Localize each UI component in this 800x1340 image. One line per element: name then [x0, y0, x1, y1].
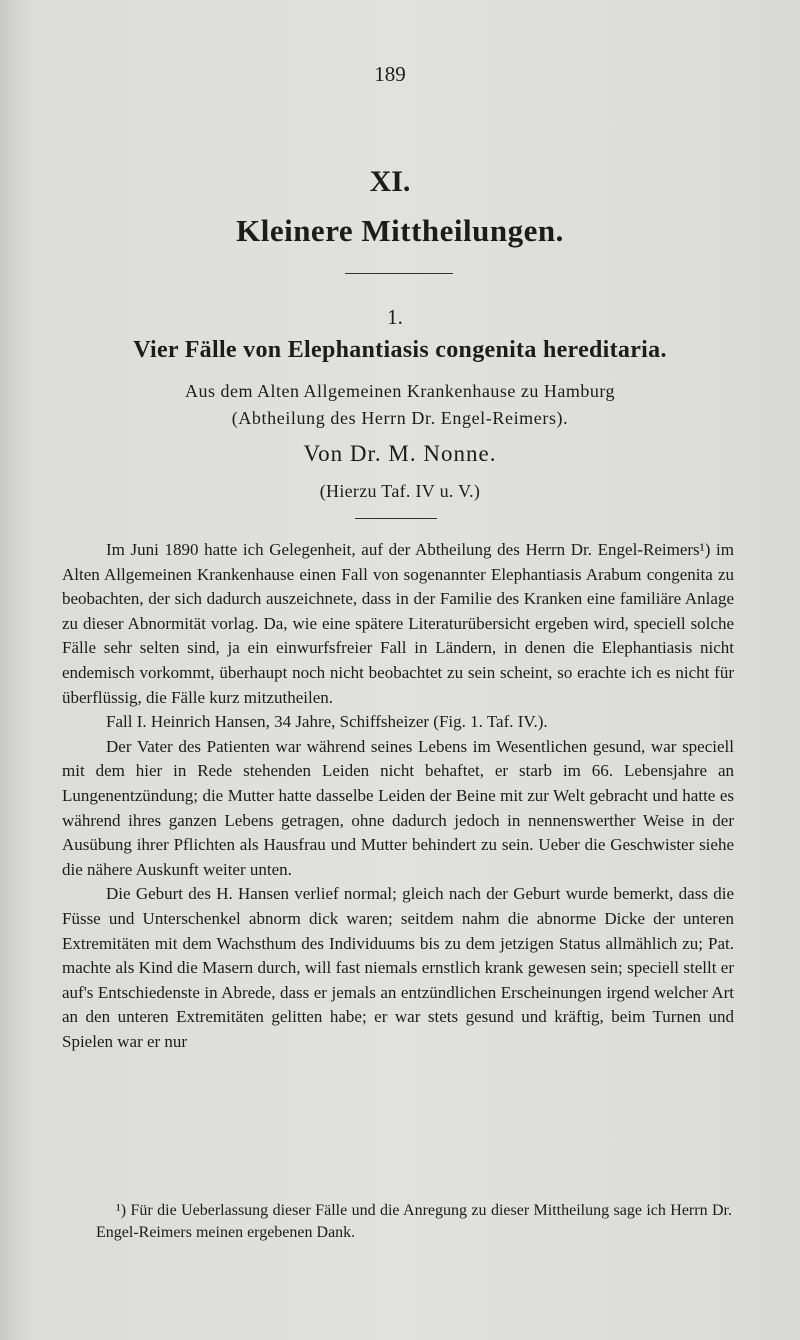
- article-body: [62, 538, 734, 1054]
- article-number: 1.: [387, 305, 403, 329]
- paragraph: Fall I. Heinrich Hansen, 34 Jahre, Schiffsheizer (Fig. 1. Taf. IV.).: [106, 712, 548, 732]
- footnote-text: ¹) Für die Ueberlassung dieser Fälle und die Anregung zu dieser Mittheilung sage ich Herrn Dr. Engel-Reimers meinen ergebenen Dank.: [96, 1202, 732, 1241]
- chapter-number: XI.: [369, 165, 411, 198]
- page-number: 189: [374, 62, 406, 86]
- paragraph: Die Geburt des H. Hansen verlief normal; gleich nach der Geburt wurde bemerkt, dass die Füsse und Unterschenkel abnorm dick waren; seitdem nahm die abnorme Dicke der unteren Extremitäten mit dem Wachsthum des Individuums bis zu dem jetzigen Status allmählich zu; Pat. machte als Kind die Masern durch, will fast niemals ernstlich krank gewesen sein; speciell stellt er auf's Entschiedenste in Abrede, dass er jemals an entzündlichen Erscheinungen irgend welcher Art an den unteren Extremitäten gelitten habe; er war stets gesund und kräftig, beim Turnen und Spielen war er nur: [62, 884, 734, 1051]
- section-title: Kleinere Mittheilungen.: [236, 213, 564, 248]
- article-origin: Aus dem Alten Allgemeinen Krankenhause zu Hamburg: [184, 381, 616, 401]
- divider-rule: [355, 518, 437, 519]
- article-title: Vier Fälle von Elephantiasis congenita hereditaria.: [133, 337, 667, 363]
- plates-note: (Hierzu Taf. IV u. V.): [319, 481, 481, 501]
- article-author: Von Dr. M. Nonne.: [303, 441, 497, 466]
- article-department: (Abtheilung des Herrn Dr. Engel-Reimers).: [231, 408, 569, 428]
- paragraph: Der Vater des Patienten war während seines Lebens im Wesentlichen gesund, war speciell mit dem hier in Rede stehenden Leiden nicht behaftet, er starb im 66. Lebensjahre an Lungenentzündung; die Mutter hatte dasselbe Leiden der Beine mit zur Welt gebracht und hatte es während ihres ganzen Lebens getragen, ohne dadurch jedoch in nennenswerther Weise in der Ausübung ihrer Pflichten als Hausfrau und Mutter behindert zu sein. Ueber die Geschwister siehe die nähere Auskunft weiter unten.: [62, 736, 734, 879]
- divider-rule: [345, 273, 453, 274]
- paragraph: Im Juni 1890 hatte ich Gelegenheit, auf der Abtheilung des Herrn Dr. Engel-Reimers¹) im Alten Allgemeinen Krankenhause einen Fall von sogenannter Elephantiasis Arabum congenita zu beobachten, der sich dadurch auszeichnete, dass in der Familie des Kranken eine familiäre Anlage zu dieser Abnormität vorlag. Da, wie eine spätere Literaturübersicht ergeben wird, speciell solche Fälle sehr selten sind, ja ein einwurfsfreier Fall in Ländern, in denen die Elephantiasis nicht endemisch vorkommt, überhaupt noch nicht beobachtet zu sein scheint, so erachte ich es nicht für überflüssig, die Fälle kurz mitzutheilen.: [62, 540, 734, 707]
- footnote: [96, 1200, 732, 1244]
